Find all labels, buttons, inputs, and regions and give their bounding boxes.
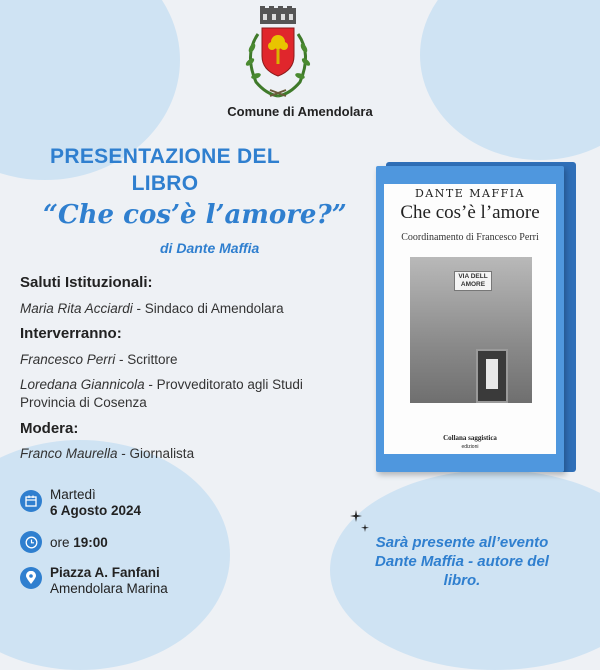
speaker-role: - Scrittore — [115, 352, 178, 367]
greeting-role: - Sindaco di Amendolara — [132, 301, 284, 316]
event-area: Amendolara Marina — [50, 581, 168, 596]
event-place — [50, 565, 168, 597]
speaker-name: Francesco Perri — [20, 352, 116, 367]
clock-icon — [20, 531, 42, 553]
coat-of-arms — [236, 4, 320, 104]
book-cover — [376, 162, 576, 474]
event-time — [50, 535, 108, 551]
moderator-role: - Giornalista — [117, 446, 195, 461]
speaker-line — [20, 376, 320, 412]
background-blob-bottom-left — [0, 440, 230, 670]
event-day: Martedì — [50, 487, 96, 502]
event-date — [50, 487, 141, 519]
book-title-quote: “Che cos’è l’amore?” — [43, 200, 347, 230]
book-series: Collana saggistica — [443, 434, 497, 442]
municipality-name: Comune di Amendolara — [227, 104, 373, 119]
event-date-value: 6 Agosto 2024 — [50, 503, 142, 518]
speaker-name: Loredana Giannicola — [20, 377, 145, 392]
book-byline: di Dante Maffia — [160, 240, 260, 256]
speakers-heading: Interverranno: — [20, 325, 122, 342]
author-presence-note: Sarà presente all’evento Dante Maffia - autore del libro. — [375, 534, 549, 589]
moderator-name: Franco Maurella — [20, 446, 118, 461]
moderator-heading: Modera: — [20, 420, 79, 437]
book-publisher: edizioni — [461, 444, 479, 450]
speaker-role: - Provveditorato agli Studi Provincia di Cosenza — [20, 377, 303, 410]
greeting-line — [20, 300, 284, 318]
coat-of-arms-icon — [236, 4, 320, 104]
book-coordination: Coordinamento di Francesco Perri — [401, 232, 539, 243]
street-sign-text: VIA DELL AMORE — [458, 273, 488, 288]
book-photo — [410, 257, 532, 403]
street-sign — [454, 271, 492, 291]
greetings-heading: Saluti Istituzionali: — [20, 274, 153, 291]
book-cover-title: Che cos’è l’amore — [400, 202, 540, 223]
title-line-1: PRESENTAZIONE DEL — [50, 145, 280, 168]
event-time-value: 19:00 — [73, 535, 108, 550]
location-pin-icon — [20, 567, 42, 589]
background-blob-top-right — [420, 0, 600, 160]
greeting-name: Maria Rita Acciardi — [20, 301, 133, 316]
speaker-line — [20, 351, 178, 369]
photo-doorway — [476, 349, 508, 403]
event-time-prefix: ore — [50, 535, 74, 550]
calendar-icon — [20, 490, 42, 512]
event-place-name: Piazza A. Fanfani — [50, 565, 160, 580]
book-author: DANTE MAFFIA — [414, 187, 525, 200]
title-line-2: LIBRO — [131, 172, 199, 195]
moderator-line — [20, 445, 194, 463]
